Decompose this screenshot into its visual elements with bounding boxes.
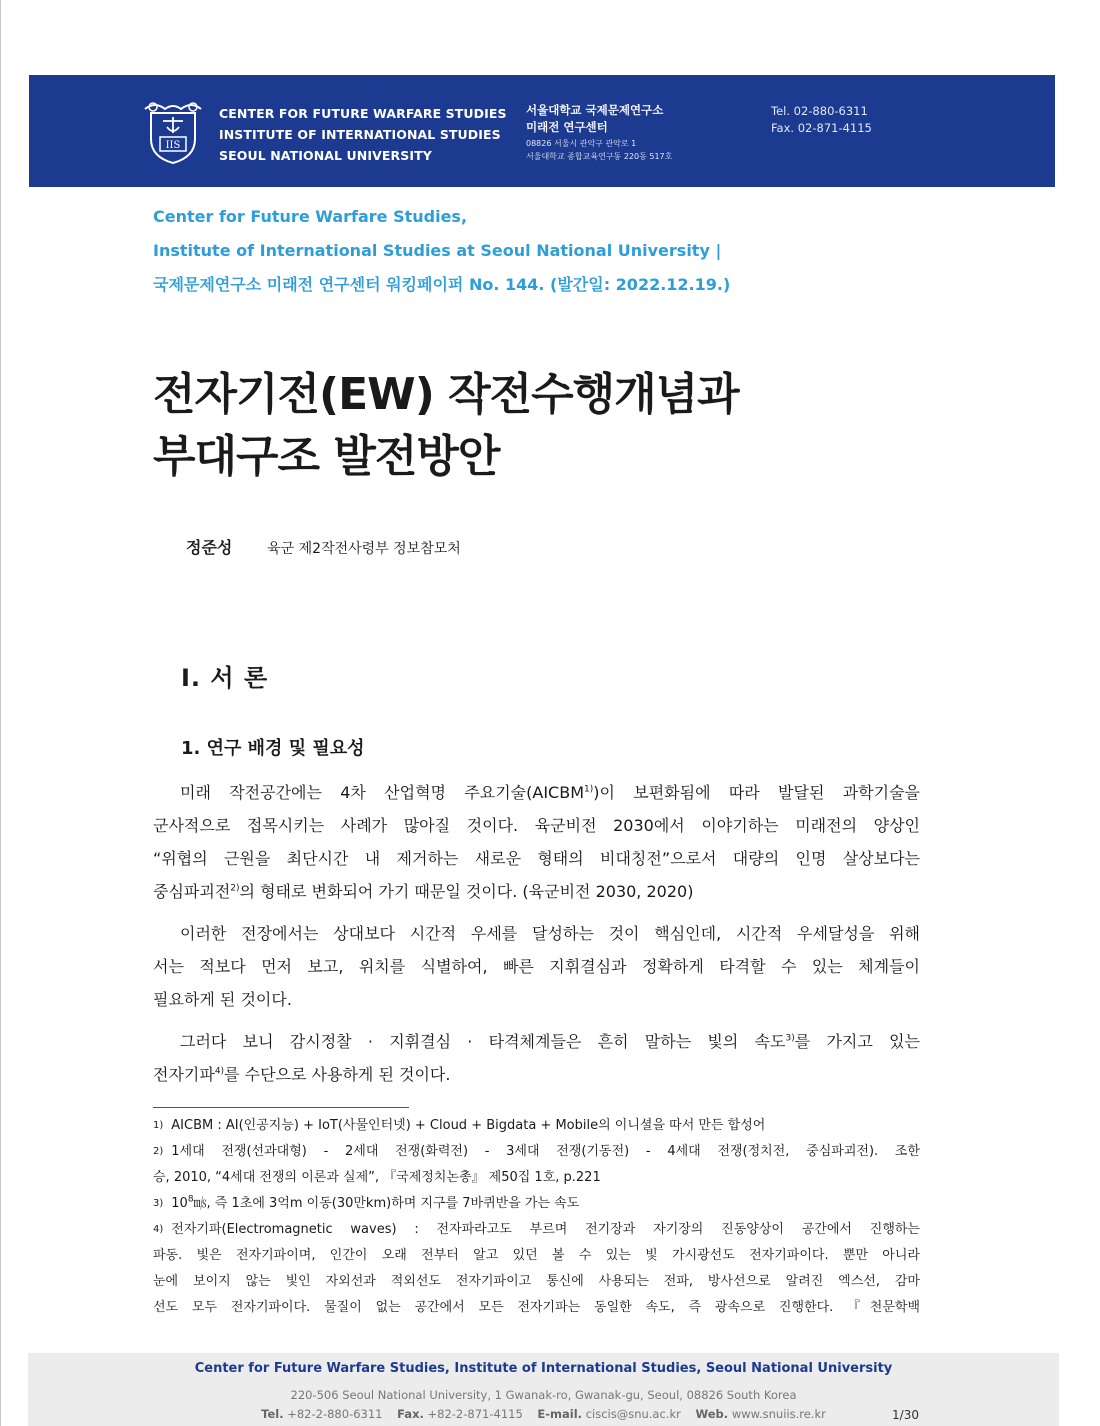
- footnote-2: [153, 1139, 920, 1165]
- footnote-text: 전자기파(Electromagnetic waves) : 전자파라고도 부르며 전기장과 자기장의 진동양상이 공간에서 진행하는: [171, 1222, 920, 1237]
- footer-web-link[interactable]: www.snuiis.re.kr: [731, 1407, 826, 1421]
- author-affiliation: 육군 제2작전사령부 정보참모처: [267, 541, 461, 557]
- header-english-name: [219, 103, 507, 166]
- footnote-text: 파동. 빛은 전자기파이며, 인간이 오래 전부터 알고 있던 볼 수 있는 빛 가시광선도 전자기파이다. 뿐만 아니라: [153, 1248, 920, 1263]
- section-heading: I. 서 론: [181, 664, 269, 692]
- series-line: Institute of International Studies at Seoul National University |: [153, 241, 722, 260]
- header-address: 08826 서울시 관악구 관악로 1: [526, 139, 637, 148]
- header-korean-name: [526, 102, 672, 163]
- footnote-3: [153, 1191, 920, 1217]
- author-block: [186, 535, 461, 558]
- footnote-2-cont: [153, 1165, 920, 1191]
- footnote-text: ㎧, 즉 1초에 3억m 이동(30만km)하며 지구를 7바퀴반을 가는 속도: [193, 1196, 580, 1211]
- fax-label: Fax.: [397, 1407, 424, 1421]
- header-ko-line: 미래전 연구센터: [526, 120, 608, 134]
- series-info: [153, 200, 730, 302]
- footer-address: 220-506 Seoul National University, 1 Gwanak-ro, Gwanak-gu, Seoul, 08826 South Korea: [290, 1388, 797, 1402]
- footer-institution: Center for Future Warfare Studies, Institute of International Studies, Seoul National University: [194, 1361, 893, 1376]
- text-run: 의 형태로 변화되어 가기 때문일 것이다. (육군비전 2030, 2020): [239, 882, 694, 901]
- footnote-text: 10: [171, 1196, 188, 1211]
- footer-fax: +82-2-871-4115: [427, 1407, 523, 1421]
- text-run: 를 수단으로 사용하게 된 것이다.: [224, 1065, 451, 1084]
- header-band: [29, 75, 1055, 187]
- header-en-line: SEOUL NATIONAL UNIVERSITY: [219, 148, 432, 163]
- footnote-divider: [153, 1107, 409, 1108]
- footnote-text: 1세대 전쟁(선과대형) - 2세대 전쟁(화력전) - 3세대 전쟁(기동전) - 4세대 전쟁(정치전, 중심파괴전). 조한: [171, 1144, 920, 1159]
- title-line: 전자기전(EW) 작전수행개념과: [153, 369, 739, 420]
- header-address: 서울대학교 종합교육연구동 220동 517호: [526, 152, 673, 161]
- header-en-line: INSTITUTE OF INTERNATIONAL STUDIES: [219, 127, 501, 142]
- exponent: 8: [187, 1194, 194, 1205]
- paragraph-2: [153, 917, 920, 1016]
- text-run: 서는 적보다 먼저 보고, 위치를 식별하여, 빠른 지휘결심과 정확하게 타격할 수 있는 체계들이: [153, 957, 920, 976]
- footnote-4: [153, 1217, 920, 1243]
- header-ko-line: 서울대학교 국제문제연구소: [526, 103, 664, 117]
- footer-email-link[interactable]: ciscis@snu.ac.kr: [585, 1407, 681, 1421]
- page-number: 1/30: [892, 1408, 919, 1422]
- footnote-text: AICBM : AI(인공지능) + IoT(사물인터넷) + Cloud + Bigdata + Mobile의 이니셜을 따서 만든 합성어: [171, 1118, 766, 1133]
- paragraph-3: [153, 1025, 920, 1091]
- subsection-heading: 1. 연구 배경 및 필요성: [181, 738, 365, 759]
- header-tel: Tel. 02-880-6311: [771, 104, 868, 118]
- footnote-ref[interactable]: 3): [785, 1033, 795, 1044]
- footnote-text: 선도 모두 전자기파이다. 물질이 없는 공간에서 모든 전자기파는 동일한 속도, 즉 광속으로 진행한다. 『천문학백: [153, 1300, 920, 1315]
- footnote-number: 2): [153, 1146, 164, 1157]
- footnote-4-cont: [153, 1269, 920, 1295]
- text-run: 이러한 전장에서는 상대보다 시간적 우세를 달성하는 것이 핵심인데, 시간적 우세달성을 위해: [180, 924, 920, 943]
- footnote-4-cont: [153, 1243, 920, 1269]
- text-run: 그러다 보니 감시정찰 · 지휘결심 · 타격체계들은 흔히 말하는 빛의 속도: [180, 1032, 786, 1051]
- series-line: 국제문제연구소 미래전 연구센터 워킹페이퍼 No. 144. (발간일: 2022.12.19.): [153, 275, 731, 294]
- footnote-text: 승, 2010, “4세대 전쟁의 이론과 실제”, 『국제정치논총』 제50집 1호, p.221: [153, 1170, 601, 1185]
- footnote-text: 눈에 보이지 않는 빛인 자외선과 적외선도 전자기파이고 통신에 사용되는 전파, 방사선으로 알려진 엑스선, 감마: [153, 1274, 920, 1289]
- text-run: 중심파괴전: [153, 882, 231, 901]
- text-run: 전자기파: [153, 1065, 215, 1084]
- paragraph-1: [153, 776, 920, 908]
- text-run: )이 보편화됨에 따라 발달된 과학기술을: [593, 783, 920, 802]
- header-en-line: CENTER FOR FUTURE WARFARE STUDIES: [219, 106, 507, 121]
- footer-tel: +82-2-880-6311: [287, 1407, 383, 1421]
- header-fax: Fax. 02-871-4115: [771, 121, 872, 135]
- footnote-number: 1): [153, 1120, 164, 1131]
- paper-title: [153, 364, 739, 488]
- footnote-ref[interactable]: 4): [214, 1066, 225, 1077]
- text-run: 필요하게 된 것이다.: [153, 990, 292, 1009]
- footnotes: [153, 1113, 920, 1321]
- footnote-ref[interactable]: 1): [584, 784, 594, 795]
- text-run: “위협의 근원을 최단시간 내 제거하는 새로운 형태의 비대칭전”으로서 대량의 인명 살상보다는: [153, 849, 920, 868]
- university-emblem-icon: [141, 99, 205, 165]
- footnote-number: 3): [153, 1198, 164, 1209]
- series-line: Center for Future Warfare Studies,: [153, 207, 468, 226]
- text-run: 군사적으로 접목시키는 사례가 많아질 것이다. 육군비전 2030에서 이야기하는 미래전의 양상인: [153, 816, 920, 835]
- web-label: Web.: [695, 1407, 729, 1421]
- author-name: 정준성: [186, 538, 233, 557]
- tel-label: Tel.: [261, 1407, 284, 1421]
- emblem-text: IIS: [165, 140, 181, 151]
- text-run: 를 가지고 있는: [794, 1032, 920, 1051]
- text-run: 미래 작전공간에는 4차 산업혁명 주요기술(AICBM: [180, 783, 584, 802]
- footnote-1: [153, 1113, 920, 1139]
- page-footer: [28, 1353, 1059, 1426]
- page-border: [0, 0, 1, 1426]
- header-contact: [771, 103, 872, 137]
- title-line: 부대구조 발전방안: [153, 431, 500, 482]
- email-label: E-mail.: [537, 1407, 583, 1421]
- footnote-number: 4): [153, 1224, 164, 1235]
- footnote-ref[interactable]: 2): [230, 883, 240, 894]
- footnote-4-cont: [153, 1295, 920, 1321]
